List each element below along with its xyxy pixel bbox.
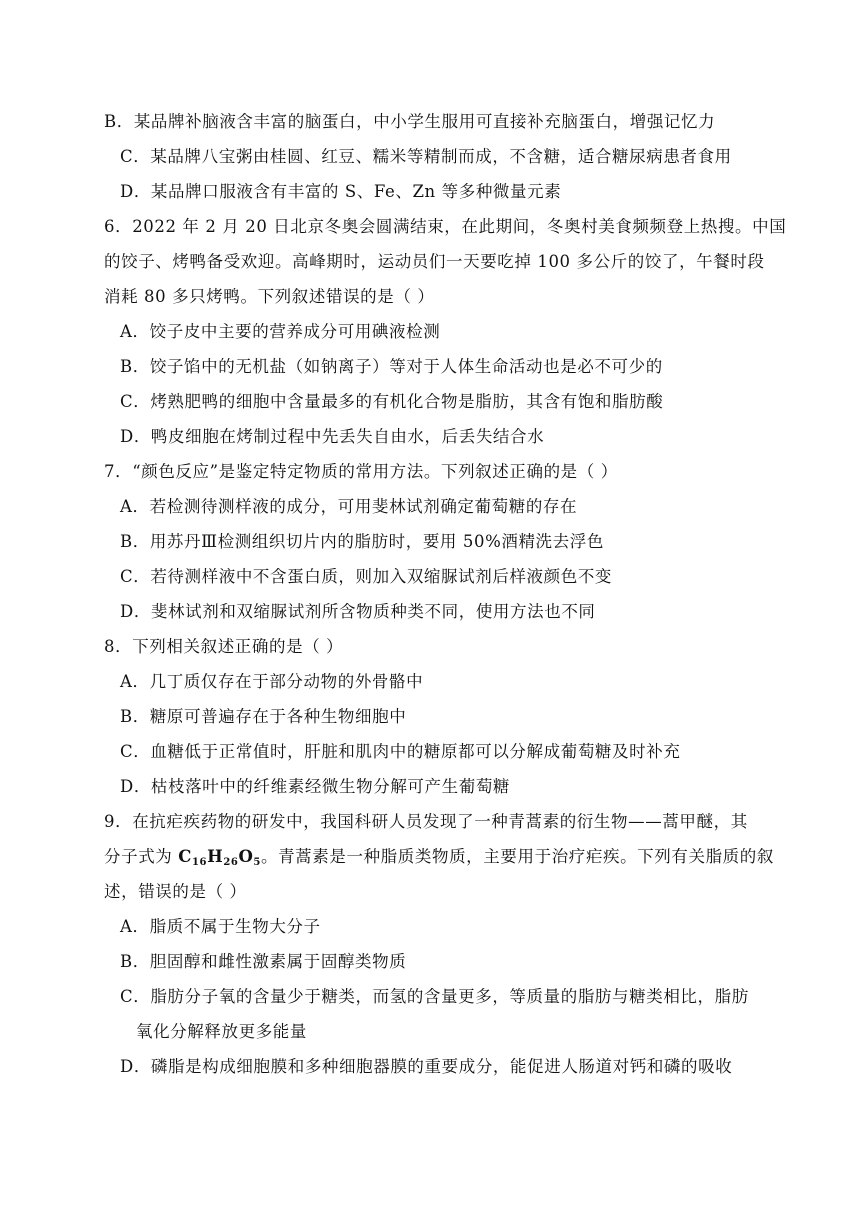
q8-option-a: A．几丁质仅存在于部分动物的外骨骼中 [120,672,424,691]
q9-option-c-line2: 氧化分解释放更多能量 [136,1022,307,1041]
q6-stem-line1: 6．2022 年 2 月 20 日北京冬奥会圆满结束，在此期间，冬奥村美食频频登上热搜。中国 [104,217,787,236]
q7-option-a: A．若检测待测样液的成分，可用斐林试剂确定葡萄糖的存在 [120,497,578,516]
q6-option-b: B．饺子馅中的无机盐（如钠离子）等对于人体生命活动也是必不可少的 [120,357,663,376]
q9-stem-line2-pre: 分子式为 [104,847,179,866]
q5-option-c: C．某品牌八宝粥由桂圆、红豆、糯米等精制而成，不含糖，适合糖尿病患者食用 [120,147,732,166]
q7-option-b: B．用苏丹Ⅲ检测组织切片内的脂肪时，要用 50%酒精洗去浮色 [120,532,604,551]
q7-option-d: D．斐林试剂和双缩脲试剂所含物质种类不同，使用方法也不同 [120,602,596,621]
q9-option-d: D．磷脂是构成细胞膜和多种细胞器膜的重要成分，能促进人肠道对钙和磷的吸收 [120,1057,733,1076]
q8-option-b: B．糖原可普遍存在于各种生物细胞中 [120,707,407,726]
q6-option-c: C．烤熟肥鸭的细胞中含量最多的有机化合物是脂肪，其含有饱和脂肪酸 [120,392,664,411]
q6-option-a: A．饺子皮中主要的营养成分可用碘液检测 [120,322,441,341]
q9-stem-line3: 述，错误的是（ ） [104,882,247,901]
q9-option-c-line1: C．脂肪分子氧的含量少于糖类，而氢的含量更多，等质量的脂肪与糖类相比，脂肪 [120,987,749,1006]
q9-stem-line1: 9．在抗疟疾药物的研发中，我国科研人员发现了一种青蒿素的衍生物——蒿甲醚，其 [104,812,748,831]
q6-stem-line3: 消耗 80 多只烤鸭。下列叙述错误的是（ ） [104,287,435,306]
q9-stem-line2 [104,846,774,868]
q8-option-d: D．枯枝落叶中的纤维素经微生物分解可产生葡萄糖 [120,777,511,796]
q9-option-a: A．脂质不属于生物大分子 [120,917,321,936]
q5-option-d: D．某品牌口服液含有丰富的 S、Fe、Zn 等多种微量元素 [120,182,562,201]
q5-option-b: B．某品牌补脑液含丰富的脑蛋白，中小学生服用可直接补充脑蛋白，增强记忆力 [104,112,716,131]
q9-stem-line2-post: 。青蒿素是一种脂质类物质，主要用于治疗疟疾。下列有关脂质的叙 [260,847,774,866]
q6-option-d: D．鸭皮细胞在烤制过程中先丢失自由水，后丢失结合水 [120,427,545,446]
q7-stem: 7．“颜色反应”是鉴定特定物质的常用方法。下列叙述正确的是（ ） [104,462,618,481]
q7-option-c: C．若待测样液中不含蛋白质，则加入双缩脲试剂后样液颜色不变 [120,567,613,586]
molecular-formula: $C_{16}H_{26}O_5$ [178,847,261,868]
q6-stem-line2: 的饺子、烤鸭备受欢迎。高峰期时，运动员们一天要吃掉 100 多公斤的饺了，午餐时段 [104,252,765,271]
q8-stem: 8．下列相关叙述正确的是（ ） [104,637,344,656]
q8-option-c: C．血糖低于正常值时，肝脏和肌肉中的糖原都可以分解成葡萄糖及时补充 [120,742,681,761]
q9-option-b: B．胆固醇和雌性激素属于固醇类物质 [120,952,407,971]
